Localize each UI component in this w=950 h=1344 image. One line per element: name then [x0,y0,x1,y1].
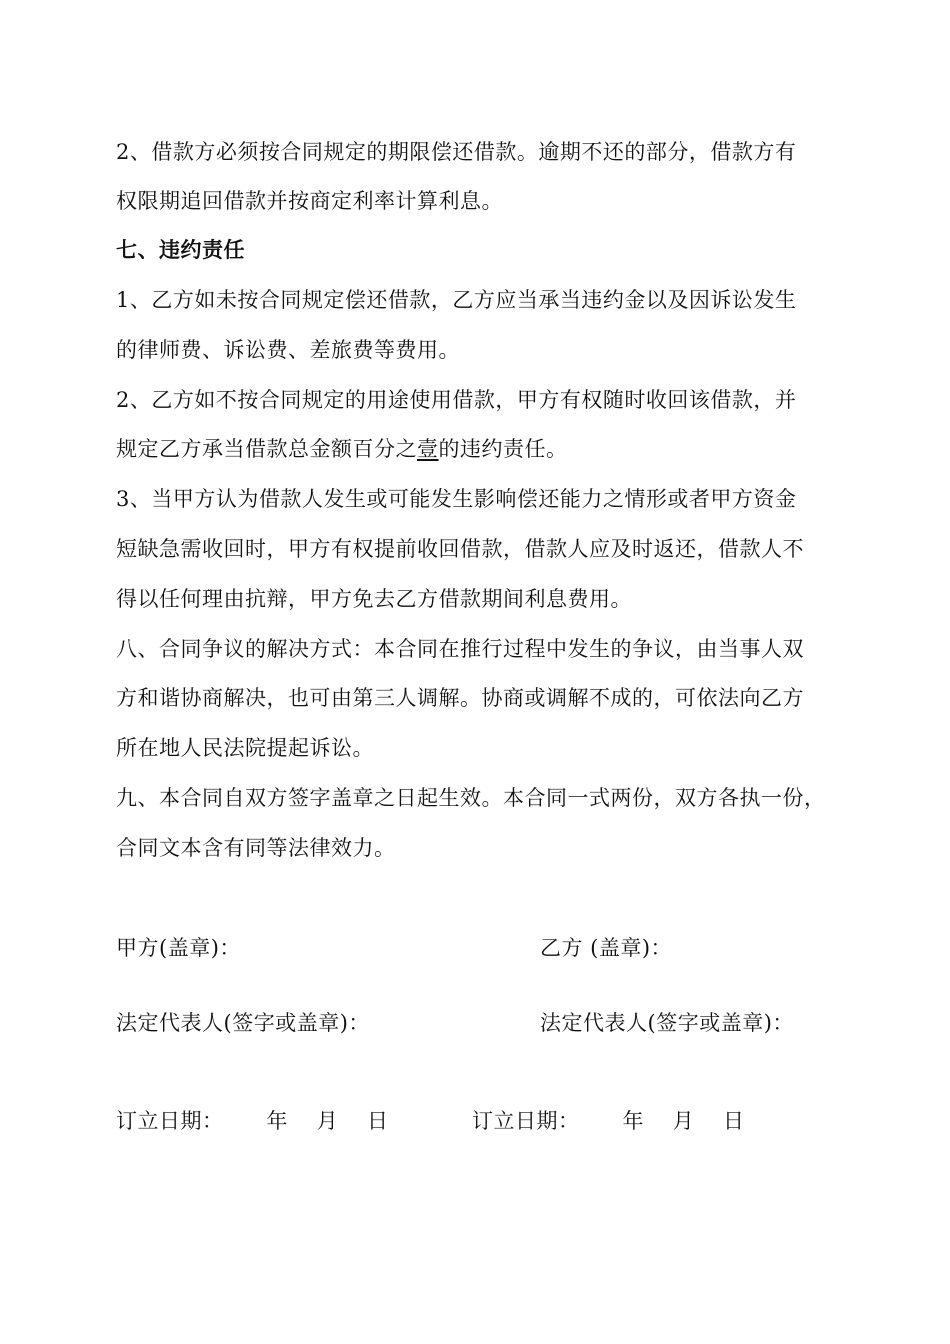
party-b-date-label: 订立日期： 年 月 日 [472,1109,745,1133]
penalty-rate-underlined: 壹 [417,437,439,461]
party-b-seal-label: 乙方 (盖章)： [540,936,673,960]
party-b-rep-label: 法定代表人(签字或盖章)： [540,1011,794,1035]
clause-8-line-1: 八、合同争议的解决方式：本合同在推行过程中发生的争议，由当事人双 [116,637,804,661]
clause-9-line-2: 合同文本含有同等法律效力。 [116,836,396,860]
clause-7-2-line-1: 2、乙方如不按合同规定的用途使用借款，甲方有权随时收回该借款，并 [116,388,797,412]
clause-6-2-line-2: 权限期追回借款并按商定利率计算利息。 [116,189,503,213]
clause-7-1-line-1: 1、乙方如未按合同规定偿还借款，乙方应当承当违约金以及因诉讼发生 [116,288,797,312]
clause-8-line-3: 所在地人民法院提起诉讼。 [116,736,374,760]
party-a-date-label: 订立日期： 年 月 日 [116,1109,389,1133]
clause-7-2-line-2 [116,434,568,464]
clause-7-3-line-2: 短缺急需收回时，甲方有权提前收回借款，借款人应及时返还，借款人不 [116,537,804,561]
clause-7-2-text-after: 的违约责任。 [438,437,568,461]
clause-8-line-2: 方和谐协商解决，也可由第三人调解。协商或调解不成的，可依法向乙方 [116,686,804,710]
party-a-rep-label: 法定代表人(签字或盖章)： [116,1011,370,1035]
clause-9-line-1: 九、本合同自双方签字盖章之日起生效。本合同一式两份，双方各执一份， [116,786,826,810]
party-a-seal-label: 甲方(盖章)： [116,936,241,960]
clause-7-1-line-2: 的律师费、诉讼费、差旅费等费用。 [116,338,460,362]
section-heading-breach: 七、违约责任 [116,237,245,262]
clause-7-2-text-before: 规定乙方承当借款总金额百分之 [116,437,417,461]
clause-7-3-line-3: 得以任何理由抗辩，甲方免去乙方借款期间利息费用。 [116,587,632,611]
clause-7-3-line-1: 3、当甲方认为借款人发生或可能发生影响偿还能力之情形或者甲方资金 [116,487,797,511]
clause-6-2-line-1: 2、借款方必须按合同规定的期限偿还借款。逾期不还的部分，借款方有 [116,140,797,164]
